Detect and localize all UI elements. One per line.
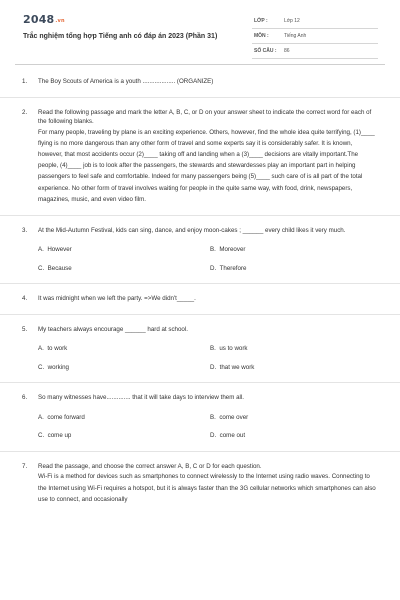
question-text: At the Mid-Autumn Festival, kids can sing, dance, and enjoy moon-cakes ; ______ every child likes it very much. <box>38 226 346 234</box>
option-label: C. <box>38 363 45 371</box>
question-6 <box>22 393 376 441</box>
answer-options <box>38 344 376 372</box>
answer-options <box>38 245 376 273</box>
option-label: B. <box>210 345 216 353</box>
meta-row-subject <box>252 29 378 44</box>
option-label: A. <box>38 413 44 421</box>
question-3 <box>22 226 376 274</box>
question-list <box>22 77 376 505</box>
divider <box>0 314 400 315</box>
option-text: Because <box>47 264 72 272</box>
option-b[interactable] <box>210 413 382 423</box>
option-text: come forward <box>47 413 85 421</box>
option-label: B. <box>210 413 216 421</box>
question-4 <box>22 294 376 304</box>
question-5 <box>22 325 376 373</box>
option-c[interactable] <box>38 431 210 441</box>
document-title: Trắc nghiệm tổng hợp Tiếng anh có đáp án 2023 (Phần 31) <box>23 33 218 40</box>
question-number: 1. <box>22 78 28 85</box>
option-text: that we work <box>219 363 255 371</box>
option-text: Moreover <box>219 246 246 254</box>
page-header <box>0 0 400 64</box>
meta-label: LỚP : <box>254 18 268 24</box>
question-text: Read the passage, and choose the correct answer A, B, C or D for each question. <box>38 462 262 470</box>
question-number: 5. <box>22 325 28 333</box>
question-1 <box>22 77 376 87</box>
meta-row-count <box>252 44 378 59</box>
question-number: 4. <box>22 295 28 303</box>
header-divider <box>15 64 385 65</box>
question-number: 7. <box>22 462 28 470</box>
option-a[interactable] <box>38 344 210 354</box>
option-text: Therefore <box>219 264 247 272</box>
question-text: So many witnesses have.............. that it will take days to interview them all. <box>38 394 244 402</box>
option-label: C. <box>38 264 45 272</box>
question-text: Read the following passage and mark the letter A, B, C, or D on your answer sheet to indicate the correct word for each of the following blanks. <box>38 108 372 125</box>
question-number: 6. <box>22 394 28 402</box>
option-label: D. <box>210 363 217 371</box>
option-b[interactable] <box>210 344 382 354</box>
option-text: come out <box>219 432 246 440</box>
option-c[interactable] <box>38 363 210 373</box>
divider <box>0 382 400 383</box>
option-d[interactable] <box>210 431 382 441</box>
divider <box>0 283 400 284</box>
question-7 <box>22 462 376 505</box>
meta-value: Lớp 12 <box>284 18 300 24</box>
logo-text: 2048 <box>23 13 55 26</box>
option-d[interactable] <box>210 363 382 373</box>
option-text: to work <box>47 345 68 353</box>
option-label: D. <box>210 432 217 440</box>
option-label: B. <box>210 246 216 254</box>
option-label: A. <box>38 246 44 254</box>
option-label: C. <box>38 432 45 440</box>
option-text: come over <box>219 413 249 421</box>
meta-table <box>252 14 378 59</box>
divider <box>0 451 400 452</box>
option-text: come up <box>47 432 72 440</box>
option-label: D. <box>210 264 217 272</box>
meta-label: SỐ CÂU : <box>254 48 277 54</box>
site-logo[interactable] <box>23 13 65 26</box>
question-number: 3. <box>22 226 28 234</box>
option-label: A. <box>38 345 44 353</box>
meta-label: MÔN : <box>254 33 269 39</box>
option-b[interactable] <box>210 245 382 255</box>
option-text: working <box>47 363 69 371</box>
option-c[interactable] <box>38 264 210 274</box>
option-d[interactable] <box>210 264 382 274</box>
divider <box>0 97 400 98</box>
option-a[interactable] <box>38 413 210 423</box>
option-a[interactable] <box>38 245 210 255</box>
answer-options <box>38 413 376 441</box>
meta-value: 86 <box>284 48 290 54</box>
question-2 <box>22 108 376 205</box>
divider <box>0 215 400 216</box>
question-number: 2. <box>22 108 28 116</box>
option-text: However <box>47 246 72 254</box>
question-text: The Boy Scouts of America is a youth ................... (ORGANIZE) <box>38 78 214 85</box>
reading-passage: Wi-Fi is a method for devices such as smartphones to connect wirelessly to the Internet using radio waves. Connecting to the Internet using Wi-Fi requires a hotspot, but it is always faster than the 3G cellular networks which smartphones can also use to connect, and occasionally <box>38 473 376 503</box>
question-text: My teachers always encourage ______ hard at school. <box>38 325 188 333</box>
logo-suffix: .vn <box>55 18 65 24</box>
question-text: It was midnight when we left the party. =>We didn't_____. <box>38 295 196 303</box>
option-text: us to work <box>219 345 248 353</box>
meta-value: Tiếng Anh <box>284 33 307 39</box>
meta-row-class <box>252 14 378 29</box>
reading-passage: For many people, traveling by plane is an exciting experience. Others, however, find the whole idea quite terrifying, (1)____ flying is no more dangerous than any other form of travel and some experts say it is considerably safer. It is known, however, that most accidents occur (2)____ taking off and landing when a (3)____ decisions are vitally important.The people, (4)____ job is to look after the passengers, the stewards and stewardesses play an important part in helping passengers to feel safe and comfortable. Indeed for many passengers being (5)____ such care of is all part of the total experience. No other form of travel involves waiting for people in the quite same way, with food, drink, newspapers, magazines, music, and even video film. <box>38 128 375 203</box>
